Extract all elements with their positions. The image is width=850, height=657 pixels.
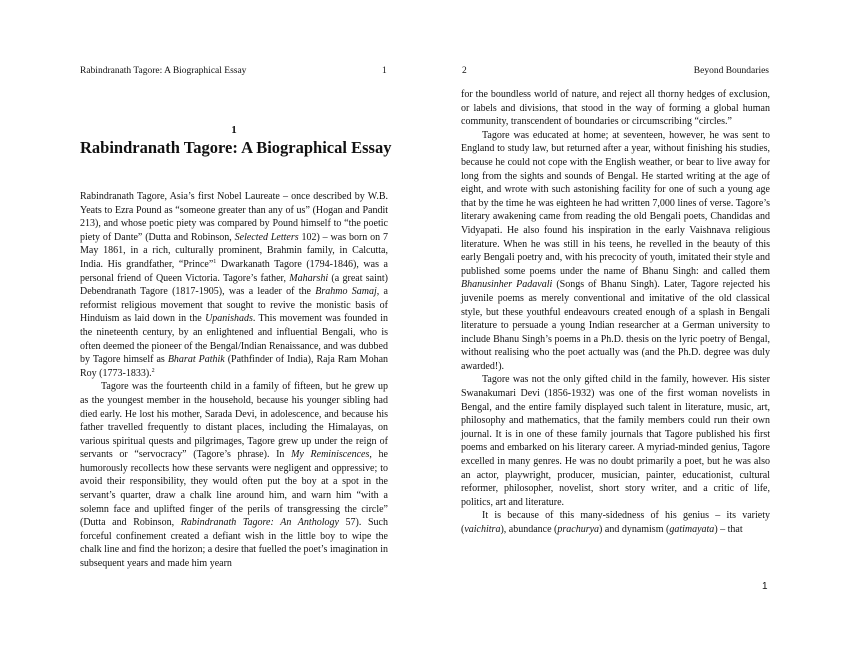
italic-term: vaichitra [464, 524, 501, 535]
right-page [425, 0, 850, 657]
right-body-text [461, 88, 770, 537]
text-run: Tagore was educated at home; at seventeen, however, he was sent to England to study law, but returned after a year, without finishing his studies, because he could not cope with the English weather, or bear to live away for long from the sights and sounds of Bengal. He started writing at the age of eight, and wrote with such astonishing facility for one of such a young age that by the time he was eighteen he had written 7,000 lines of verse. Tagore’s literary awakening came from reading the old Bengali poets, Chandidas and Vidyapati. He also found his inspiration in the early Vaishnava religious literature. When he was still in his teens, he revelled in the beauty of this early Bengali poetry and, with his precocity of youth, imitated their style and published some poems under the name of Bhanu Singh: and called them [461, 129, 770, 277]
italic-term: Brahmo Samaj [315, 286, 377, 298]
text-run: Tagore was the fourteenth child in a family of fifteen, but he grew up as the youngest member in the household, because his younger sibling had died early. He lost his mother, Sarada Devi, in adolescence, and because his father travelled frequently to distant places, including the Himalayas, on various spiritual quests and pilgrimages, Tagore grew up under the reign of servants or “servocracy” (Tagore’s phrase). In [80, 381, 388, 461]
italic-title: Selected Letters [234, 231, 299, 243]
paragraph [461, 509, 770, 536]
text-run: , he humorously recollects how these servants were negligent and oppressive; to avoid their responsibility, they would often put the boy at a spot in the servant’s quarter, draw a chalk line around him, and warn him “with a solemn face and uplifted finger of the perils of transgressing the circle” (Dutta and Robinson, [80, 449, 388, 529]
paragraph: for the boundless world of nature, and reject all thorny hedges of exclusion, or labels and divisions, that stood in the way of forming a global human community, transcendent of boundaries or circumscribing “circles.” [461, 89, 770, 128]
italic-term: Maharshi [289, 272, 329, 284]
paragraph [80, 190, 388, 380]
running-head-page-number: 2 [462, 66, 467, 76]
text-run: (a great saint) Debendranath Tagore (1817-1905), was a leader of the [80, 272, 388, 298]
text-run: 57). Such forceful confinement created a defiant wish in the little boy to wipe the chalk line and find the horizon; a desire that fuelled the poet’s imagination in subsequent years and made him yearn [80, 517, 388, 570]
text-run: ), abundance ( [500, 524, 558, 535]
text-run: ) – that [714, 524, 743, 535]
italic-term: Upanishads [205, 313, 253, 325]
text-run: Rabindranath Tagore, Asia’s first Nobel Laureate – once described by W.B. Yeats to Ezra Pound as “someone greater than any of us” (Hogan and Pandit 213), and whose poetic piety was compared by Pound himself to “the poetic piety of Dante” (Dutta and Robinson, [80, 191, 388, 243]
footnote-marker: 2 [151, 367, 155, 374]
footnote-marker: 1 [213, 258, 217, 265]
running-head-title: Beyond Boundaries [693, 66, 769, 76]
paragraph: Tagore was not the only gifted child in the family, however. His sister Swanakumari Devi (1856-1932) was one of the first woman novelists in Bengal, and the entire family displayed such talent in literature, music, art, philosophy and mathematics, that the family members could run their own journal. It is in one of these family journals that Tagore published his first poems and embarked on his literary career. A myriad-minded genius, Tagore excelled in many genres. He was no doubt primarily a poet, but he was also an actor, playwright, producer, musician, painter, educationist, cultural reformer, philosopher, novelist, short story writer, and a critic of life, politics, art and literature. [461, 374, 770, 508]
text-run: ) and dynamism ( [599, 524, 670, 535]
italic-title: Bhanusinher Padavali [461, 279, 553, 291]
text-run: , a reformist religious movement that sought to revive the monistic basis of Hinduism as laid down in the [80, 286, 388, 325]
footer-page-number: 1 [762, 581, 768, 592]
chapter-number: 1 [231, 124, 237, 136]
text-run: (Songs of Bhanu Singh). Later, Tagore rejected his juvenile poems as merely conventional and imitative of the old classical style, but these youthful endeavours created enough of a splash in Bengali literature to persuade a young Indian researcher at a German university to include Bhanu Singh’s poems in a Ph.D. thesis on the lyric poetry of Bengal, without realising who the poet actually was (and the Ph.D. degree was duly awarded!). [461, 279, 770, 372]
paragraph [461, 129, 770, 374]
italic-title: My Reminiscences [291, 449, 370, 461]
running-head-page-number: 1 [382, 66, 387, 76]
paragraph [80, 380, 388, 570]
italic-term: gatimayata [669, 524, 715, 535]
left-body-text [80, 190, 388, 571]
text-run: (Pathfinder of India), Raja Ram Mohan Roy (1773-1833). [80, 354, 389, 379]
italic-term: Bharat Pathik [167, 354, 225, 366]
text-run: 102) – was born on 7 May 1861, in a rich, culturally prominent, Brahmin family, in Calcutta, India. His grandfather, “Prince” [80, 231, 388, 270]
italic-title: Rabindranath Tagore: An Anthology [180, 517, 339, 529]
text-run: Dwarkanath Tagore (1794-1846), was a personal friend of Queen Victoria. Tagore’s father, [80, 258, 388, 284]
text-run: It is because of this many-sidedness of his genius – its variety ( [461, 510, 770, 535]
italic-term: prachurya [557, 524, 600, 535]
text-run: . This movement was founded in the nineteenth century, by an enlightened and influential Bengali, who is often deemed the pioneer of the Bengal/Indian Renaissance, and was dubbed by Tagore himself as [80, 313, 388, 366]
running-head-title: Rabindranath Tagore: A Biographical Essay [80, 66, 247, 76]
chapter-title: Rabindranath Tagore: A Biographical Essay [80, 138, 392, 157]
